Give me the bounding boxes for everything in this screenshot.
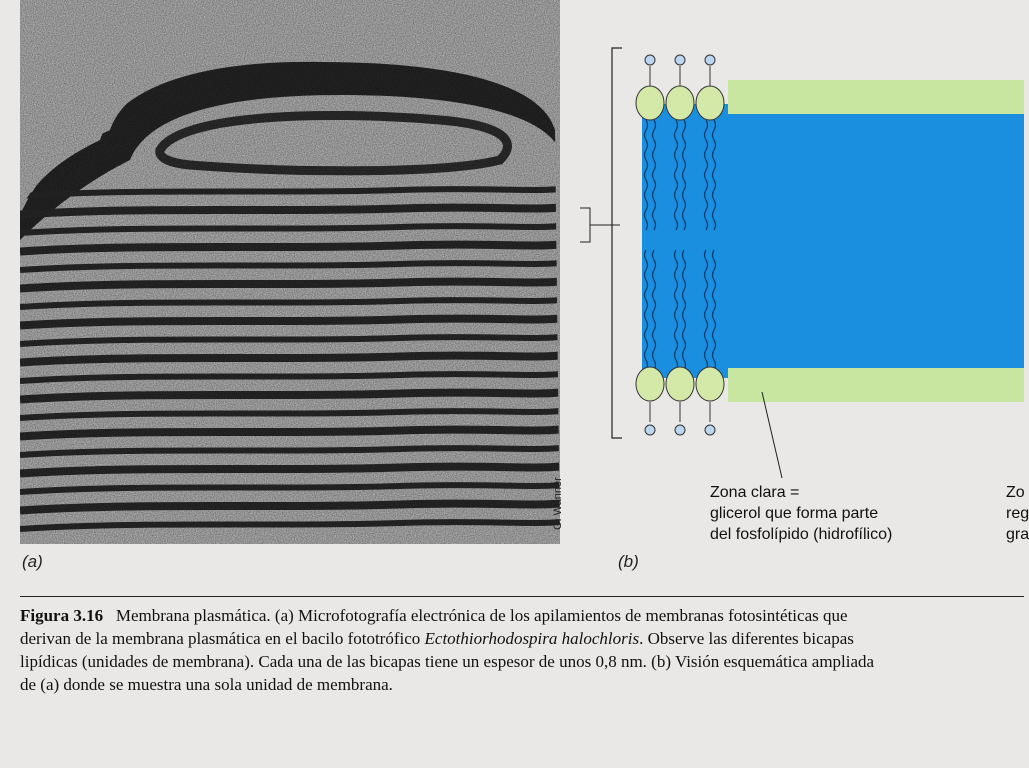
phosphate-group	[705, 425, 715, 435]
phosphate-group	[675, 55, 685, 65]
zona-clara-line-1: Zona clara =	[710, 484, 800, 501]
zona-clara-line-2: glicerol que forma parte	[710, 505, 879, 522]
panel-b-label: (b)	[618, 552, 639, 571]
label-pointer	[762, 392, 782, 478]
zona-right-line-1: Zo	[1006, 484, 1025, 501]
zona-clara-line-3: del fosfolípido (hidrofílico)	[710, 526, 893, 543]
panel-a-label: (a)	[22, 552, 43, 571]
caption-text-1: Membrana plasmática. (a) Microfotografía electrónica de los apilamientos de membranas fotosintéticas que derivan de la membrana plasmática en el bacilo fototrófico	[20, 606, 848, 648]
phosphate-group	[645, 55, 655, 65]
glycerol-head	[696, 367, 724, 401]
caption-rule	[20, 596, 1024, 597]
small-bracket	[580, 208, 620, 242]
caption-text-2: . Observe las diferentes bicapas lipídicas (unidades de membrana). Cada una de las bicapas tiene un espesor de unos 0,8 nm. (b) Visión esquemática ampliada de (a) donde se muestra una sola unidad de membrana.	[20, 629, 875, 694]
figure-number: Figura 3.16	[20, 606, 104, 625]
zona-clara-label	[710, 482, 892, 545]
zona-right-label	[1006, 482, 1029, 545]
glycerol-head	[636, 367, 664, 401]
photo-credit: G. Wanner	[552, 477, 564, 530]
bracket	[612, 48, 622, 438]
phosphate-group	[705, 55, 715, 65]
phosphate-group	[675, 425, 685, 435]
zona-right-line-3: gra	[1006, 526, 1029, 543]
glycerol-head	[666, 367, 694, 401]
figure-caption	[20, 604, 890, 696]
electron-micrograph	[20, 0, 560, 544]
phosphate-group	[645, 425, 655, 435]
glycerol-head	[696, 86, 724, 120]
zona-right-line-2: reg	[1006, 505, 1029, 522]
species-name: Ectothiorhodospira halochloris	[424, 629, 640, 648]
bottom-hydrophilic-band	[728, 368, 1024, 402]
micrograph-image	[20, 0, 560, 544]
glycerol-head	[666, 86, 694, 120]
top-hydrophilic-band	[728, 80, 1024, 114]
glycerol-head	[636, 86, 664, 120]
membrane-schematic	[580, 30, 1024, 530]
